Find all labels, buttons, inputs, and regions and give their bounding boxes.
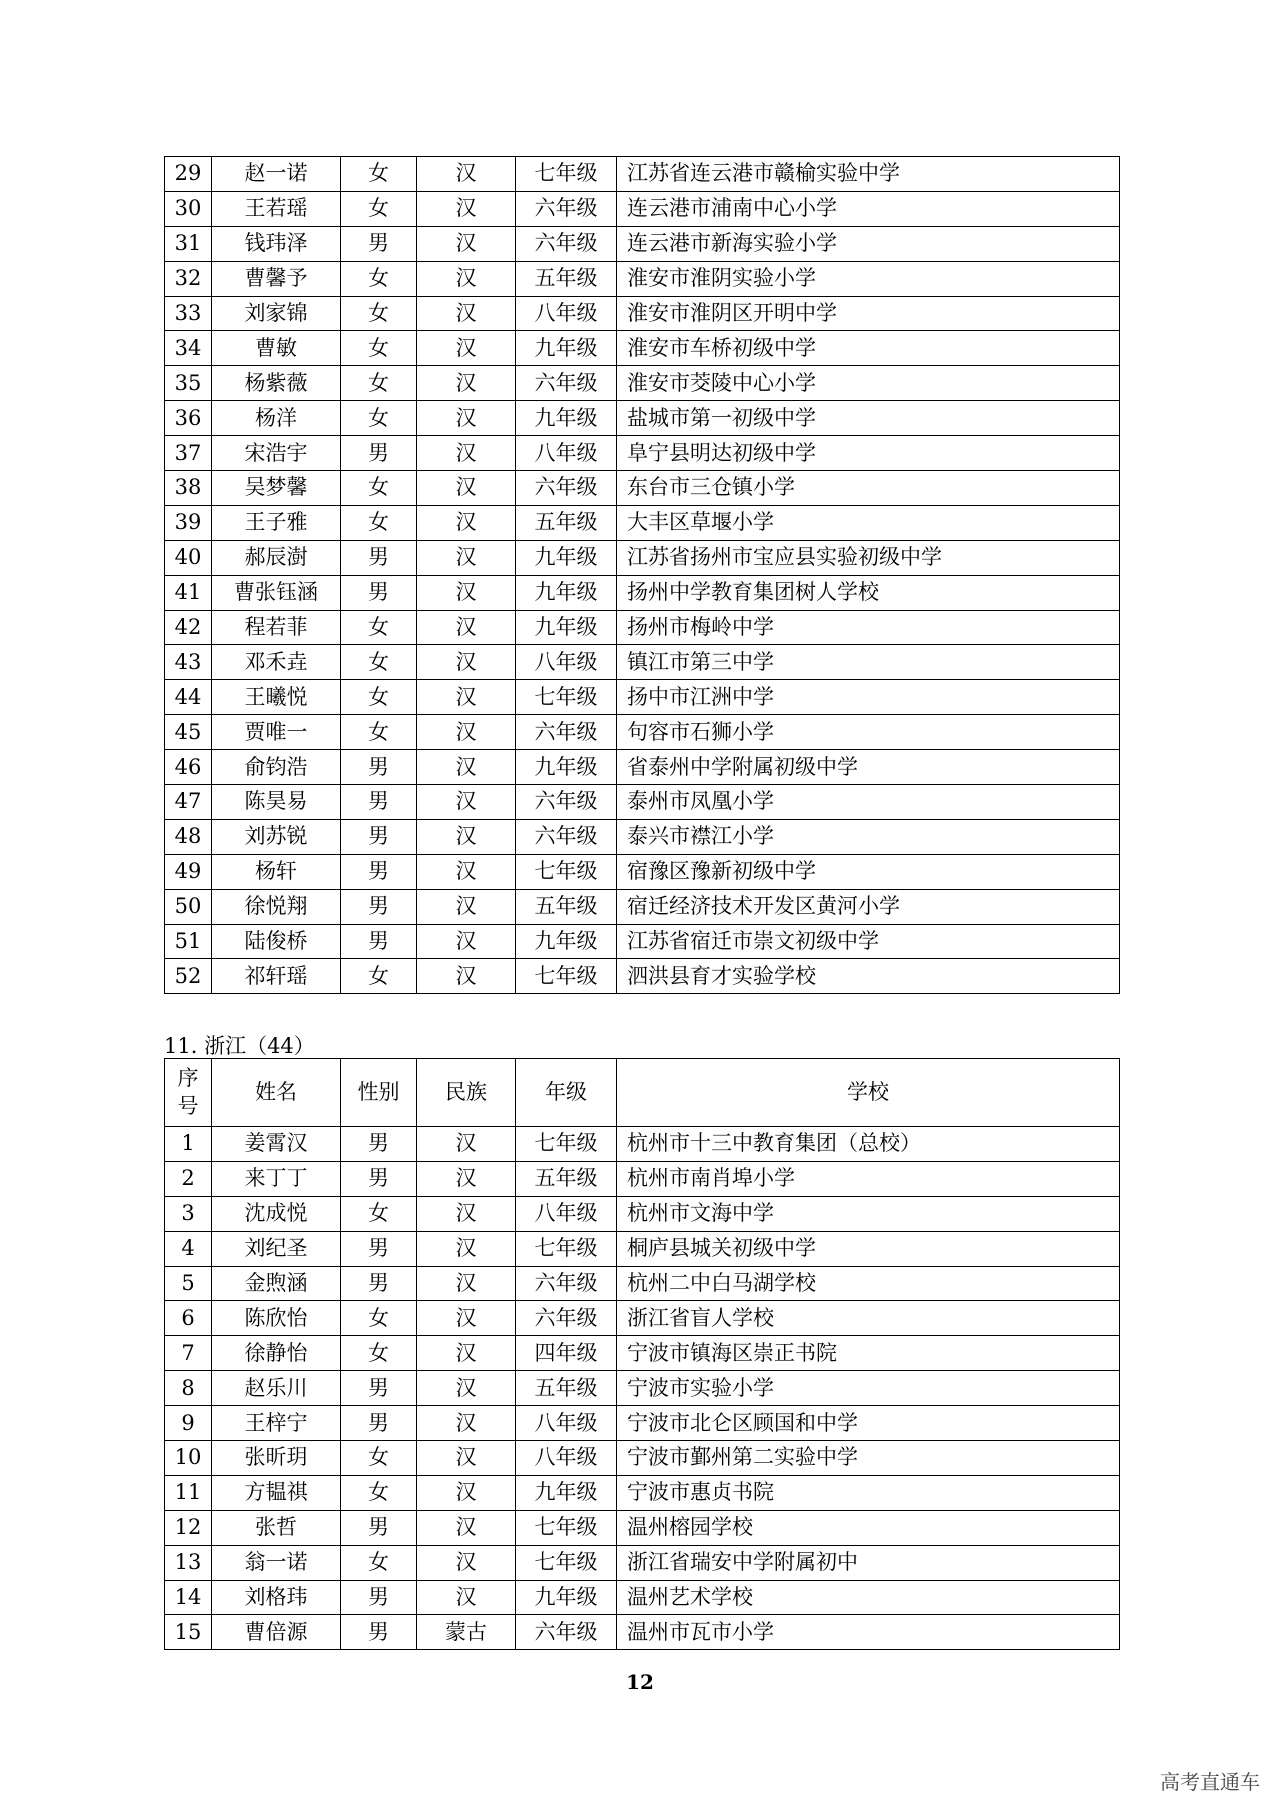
cell-gender: 女	[341, 959, 417, 994]
cell-grade: 六年级	[516, 1301, 617, 1336]
cell-index: 36	[165, 401, 212, 436]
cell-school: 温州市瓦市小学	[617, 1615, 1120, 1650]
cell-index: 9	[165, 1406, 212, 1441]
table-row	[165, 1336, 1120, 1371]
cell-gender: 男	[341, 1127, 417, 1162]
cell-school: 扬中市江洲中学	[617, 680, 1120, 715]
cell-school: 宁波市北仑区顾国和中学	[617, 1406, 1120, 1441]
table-row	[165, 715, 1120, 750]
header-grade: 年级	[516, 1059, 617, 1127]
cell-index: 37	[165, 436, 212, 471]
cell-grade: 四年级	[516, 1336, 617, 1371]
cell-school: 东台市三仓镇小学	[617, 471, 1120, 506]
cell-index: 8	[165, 1371, 212, 1406]
cell-gender: 女	[341, 296, 417, 331]
cell-name: 来丁丁	[212, 1161, 341, 1196]
cell-gender: 女	[341, 1196, 417, 1231]
cell-gender: 男	[341, 1266, 417, 1301]
cell-index: 12	[165, 1510, 212, 1545]
cell-school: 阜宁县明达初级中学	[617, 436, 1120, 471]
table-row	[165, 1196, 1120, 1231]
cell-ethnicity: 汉	[417, 505, 516, 540]
cell-gender: 女	[341, 680, 417, 715]
table-row	[165, 819, 1120, 854]
cell-grade: 五年级	[516, 889, 617, 924]
cell-ethnicity: 汉	[417, 819, 516, 854]
cell-gender: 女	[341, 715, 417, 750]
cell-name: 曹张钰涵	[212, 575, 341, 610]
cell-ethnicity: 汉	[417, 1127, 516, 1162]
cell-school: 宁波市镇海区崇正书院	[617, 1336, 1120, 1371]
cell-index: 14	[165, 1580, 212, 1615]
cell-gender: 女	[341, 645, 417, 680]
cell-gender: 女	[341, 1441, 417, 1476]
cell-grade: 七年级	[516, 854, 617, 889]
cell-grade: 九年级	[516, 924, 617, 959]
cell-school: 浙江省盲人学校	[617, 1301, 1120, 1336]
cell-ethnicity: 汉	[417, 1371, 516, 1406]
cell-name: 刘格玮	[212, 1580, 341, 1615]
table-row	[165, 1161, 1120, 1196]
cell-gender: 男	[341, 1231, 417, 1266]
cell-name: 贾唯一	[212, 715, 341, 750]
cell-index: 7	[165, 1336, 212, 1371]
cell-ethnicity: 汉	[417, 331, 516, 366]
cell-index: 41	[165, 575, 212, 610]
cell-name: 程若菲	[212, 610, 341, 645]
table-row	[165, 1266, 1120, 1301]
cell-grade: 七年级	[516, 1510, 617, 1545]
cell-index: 15	[165, 1615, 212, 1650]
cell-grade: 八年级	[516, 1406, 617, 1441]
cell-school: 泰兴市襟江小学	[617, 819, 1120, 854]
cell-index: 46	[165, 750, 212, 785]
cell-gender: 男	[341, 819, 417, 854]
cell-index: 13	[165, 1545, 212, 1580]
header-gender: 性别	[341, 1059, 417, 1127]
cell-name: 徐悦翔	[212, 889, 341, 924]
cell-ethnicity: 汉	[417, 1580, 516, 1615]
cell-index: 11	[165, 1475, 212, 1510]
cell-name: 邓禾垚	[212, 645, 341, 680]
cell-gender: 男	[341, 540, 417, 575]
cell-index: 5	[165, 1266, 212, 1301]
cell-index: 31	[165, 226, 212, 261]
cell-name: 赵一诺	[212, 157, 341, 192]
cell-name: 王梓宁	[212, 1406, 341, 1441]
table-row	[165, 157, 1120, 192]
cell-gender: 男	[341, 1371, 417, 1406]
table-row	[165, 924, 1120, 959]
cell-gender: 女	[341, 1336, 417, 1371]
cell-ethnicity: 汉	[417, 436, 516, 471]
cell-school: 句容市石狮小学	[617, 715, 1120, 750]
cell-school: 宁波市惠贞书院	[617, 1475, 1120, 1510]
table-row	[165, 1127, 1120, 1162]
cell-gender: 女	[341, 191, 417, 226]
cell-school: 杭州市十三中教育集团（总校）	[617, 1127, 1120, 1162]
cell-gender: 男	[341, 1161, 417, 1196]
cell-ethnicity: 汉	[417, 645, 516, 680]
cell-school: 扬州中学教育集团树人学校	[617, 575, 1120, 610]
table-row	[165, 366, 1120, 401]
cell-school: 镇江市第三中学	[617, 645, 1120, 680]
cell-grade: 六年级	[516, 1266, 617, 1301]
cell-gender: 男	[341, 854, 417, 889]
cell-ethnicity: 汉	[417, 191, 516, 226]
cell-ethnicity: 汉	[417, 610, 516, 645]
table-row	[165, 296, 1120, 331]
cell-school: 泰州市凤凰小学	[617, 785, 1120, 820]
cell-gender: 女	[341, 157, 417, 192]
cell-ethnicity: 汉	[417, 1441, 516, 1476]
table-row	[165, 680, 1120, 715]
cell-grade: 八年级	[516, 645, 617, 680]
cell-gender: 女	[341, 366, 417, 401]
cell-gender: 女	[341, 471, 417, 506]
header-ethnicity: 民族	[417, 1059, 516, 1127]
cell-name: 王曦悦	[212, 680, 341, 715]
cell-index: 6	[165, 1301, 212, 1336]
cell-gender: 女	[341, 1301, 417, 1336]
cell-gender: 男	[341, 750, 417, 785]
cell-name: 曹敏	[212, 331, 341, 366]
cell-gender: 男	[341, 1580, 417, 1615]
cell-name: 方韫祺	[212, 1475, 341, 1510]
cell-gender: 女	[341, 331, 417, 366]
cell-name: 金煦涵	[212, 1266, 341, 1301]
cell-name: 王子雅	[212, 505, 341, 540]
cell-grade: 五年级	[516, 505, 617, 540]
cell-gender: 女	[341, 610, 417, 645]
cell-school: 宁波市鄞州第二实验中学	[617, 1441, 1120, 1476]
cell-index: 3	[165, 1196, 212, 1231]
cell-name: 姜霄汉	[212, 1127, 341, 1162]
cell-grade: 七年级	[516, 1127, 617, 1162]
cell-grade: 六年级	[516, 366, 617, 401]
cell-ethnicity: 汉	[417, 785, 516, 820]
cell-gender: 男	[341, 226, 417, 261]
cell-name: 杨紫薇	[212, 366, 341, 401]
cell-index: 49	[165, 854, 212, 889]
cell-gender: 男	[341, 1406, 417, 1441]
section-title-zhejiang: 11. 浙江（44）	[164, 1034, 315, 1058]
table-row	[165, 1580, 1120, 1615]
cell-gender: 女	[341, 505, 417, 540]
cell-name: 张昕玥	[212, 1441, 341, 1476]
cell-school: 淮安市茭陵中心小学	[617, 366, 1120, 401]
cell-ethnicity: 汉	[417, 1266, 516, 1301]
cell-grade: 七年级	[516, 680, 617, 715]
cell-ethnicity: 汉	[417, 1510, 516, 1545]
cell-name: 俞钧浩	[212, 750, 341, 785]
cell-grade: 九年级	[516, 575, 617, 610]
cell-gender: 女	[341, 261, 417, 296]
cell-name: 徐静怡	[212, 1336, 341, 1371]
table-header-row	[165, 1059, 1120, 1127]
cell-name: 杨轩	[212, 854, 341, 889]
table-row	[165, 889, 1120, 924]
cell-ethnicity: 汉	[417, 1196, 516, 1231]
cell-index: 39	[165, 505, 212, 540]
cell-school: 江苏省宿迁市崇文初级中学	[617, 924, 1120, 959]
cell-grade: 六年级	[516, 715, 617, 750]
cell-grade: 六年级	[516, 471, 617, 506]
cell-ethnicity: 蒙古	[417, 1615, 516, 1650]
cell-grade: 九年级	[516, 1475, 617, 1510]
cell-grade: 五年级	[516, 1371, 617, 1406]
table-row	[165, 785, 1120, 820]
table-row	[165, 959, 1120, 994]
cell-ethnicity: 汉	[417, 1301, 516, 1336]
cell-grade: 六年级	[516, 191, 617, 226]
table-row	[165, 471, 1120, 506]
cell-school: 浙江省瑞安中学附属初中	[617, 1545, 1120, 1580]
cell-ethnicity: 汉	[417, 296, 516, 331]
cell-grade: 五年级	[516, 1161, 617, 1196]
cell-gender: 女	[341, 1545, 417, 1580]
cell-grade: 九年级	[516, 401, 617, 436]
header-index: 序号	[165, 1059, 212, 1127]
cell-school: 扬州市梅岭中学	[617, 610, 1120, 645]
header-name: 姓名	[212, 1059, 341, 1127]
cell-school: 淮安市淮阴实验小学	[617, 261, 1120, 296]
cell-index: 29	[165, 157, 212, 192]
cell-name: 陈昊易	[212, 785, 341, 820]
cell-ethnicity: 汉	[417, 1161, 516, 1196]
student-table-zhejiang	[164, 1058, 1120, 1650]
cell-school: 省泰州中学附属初级中学	[617, 750, 1120, 785]
cell-name: 陆俊桥	[212, 924, 341, 959]
cell-grade: 七年级	[516, 959, 617, 994]
table-row	[165, 1615, 1120, 1650]
cell-ethnicity: 汉	[417, 750, 516, 785]
cell-school: 温州榕园学校	[617, 1510, 1120, 1545]
cell-gender: 女	[341, 1475, 417, 1510]
cell-index: 48	[165, 819, 212, 854]
cell-ethnicity: 汉	[417, 924, 516, 959]
cell-school: 杭州市文海中学	[617, 1196, 1120, 1231]
cell-school: 江苏省扬州市宝应县实验初级中学	[617, 540, 1120, 575]
cell-grade: 七年级	[516, 1231, 617, 1266]
cell-name: 曹倍源	[212, 1615, 341, 1650]
cell-name: 翁一诺	[212, 1545, 341, 1580]
table-row	[165, 610, 1120, 645]
cell-gender: 男	[341, 889, 417, 924]
cell-gender: 男	[341, 1615, 417, 1650]
table-row	[165, 575, 1120, 610]
student-table-jiangsu	[164, 156, 1120, 994]
cell-school: 淮安市车桥初级中学	[617, 331, 1120, 366]
cell-grade: 九年级	[516, 1580, 617, 1615]
table-row	[165, 645, 1120, 680]
cell-name: 吴梦馨	[212, 471, 341, 506]
cell-grade: 九年级	[516, 610, 617, 645]
table-row	[165, 540, 1120, 575]
cell-school: 大丰区草堰小学	[617, 505, 1120, 540]
table-row	[165, 1545, 1120, 1580]
cell-index: 47	[165, 785, 212, 820]
page-number: 12	[626, 1670, 654, 1694]
table-row	[165, 1475, 1120, 1510]
table-row	[165, 1510, 1120, 1545]
cell-ethnicity: 汉	[417, 471, 516, 506]
cell-index: 40	[165, 540, 212, 575]
table-row	[165, 436, 1120, 471]
cell-index: 38	[165, 471, 212, 506]
cell-school: 江苏省连云港市赣榆实验中学	[617, 157, 1120, 192]
cell-grade: 九年级	[516, 540, 617, 575]
cell-index: 44	[165, 680, 212, 715]
cell-ethnicity: 汉	[417, 1475, 516, 1510]
cell-grade: 八年级	[516, 296, 617, 331]
cell-gender: 男	[341, 924, 417, 959]
table-row	[165, 750, 1120, 785]
cell-grade: 六年级	[516, 226, 617, 261]
cell-school: 杭州二中白马湖学校	[617, 1266, 1120, 1301]
cell-grade: 六年级	[516, 819, 617, 854]
cell-name: 陈欣怡	[212, 1301, 341, 1336]
cell-ethnicity: 汉	[417, 366, 516, 401]
cell-ethnicity: 汉	[417, 1231, 516, 1266]
cell-index: 52	[165, 959, 212, 994]
cell-ethnicity: 汉	[417, 889, 516, 924]
header-school: 学校	[617, 1059, 1120, 1127]
cell-index: 30	[165, 191, 212, 226]
table-row	[165, 191, 1120, 226]
cell-name: 刘苏锐	[212, 819, 341, 854]
cell-name: 杨洋	[212, 401, 341, 436]
cell-grade: 八年级	[516, 1441, 617, 1476]
cell-grade: 七年级	[516, 1545, 617, 1580]
cell-name: 赵乐川	[212, 1371, 341, 1406]
cell-index: 51	[165, 924, 212, 959]
cell-index: 33	[165, 296, 212, 331]
cell-ethnicity: 汉	[417, 226, 516, 261]
cell-school: 温州艺术学校	[617, 1580, 1120, 1615]
cell-gender: 男	[341, 1510, 417, 1545]
cell-index: 2	[165, 1161, 212, 1196]
cell-school: 泗洪县育才实验学校	[617, 959, 1120, 994]
cell-name: 祁轩瑶	[212, 959, 341, 994]
cell-school: 连云港市浦南中心小学	[617, 191, 1120, 226]
cell-gender: 男	[341, 436, 417, 471]
table-row	[165, 1371, 1120, 1406]
cell-ethnicity: 汉	[417, 959, 516, 994]
table-row	[165, 401, 1120, 436]
cell-grade: 九年级	[516, 331, 617, 366]
cell-school: 淮安市淮阴区开明中学	[617, 296, 1120, 331]
table-row	[165, 1441, 1120, 1476]
table-row	[165, 1406, 1120, 1441]
cell-index: 42	[165, 610, 212, 645]
cell-grade: 八年级	[516, 1196, 617, 1231]
cell-name: 钱玮泽	[212, 226, 341, 261]
cell-name: 王若瑶	[212, 191, 341, 226]
cell-grade: 七年级	[516, 157, 617, 192]
cell-index: 4	[165, 1231, 212, 1266]
cell-ethnicity: 汉	[417, 1406, 516, 1441]
cell-ethnicity: 汉	[417, 157, 516, 192]
cell-index: 45	[165, 715, 212, 750]
cell-ethnicity: 汉	[417, 680, 516, 715]
cell-name: 沈成悦	[212, 1196, 341, 1231]
cell-school: 宿豫区豫新初级中学	[617, 854, 1120, 889]
cell-index: 32	[165, 261, 212, 296]
cell-school: 连云港市新海实验小学	[617, 226, 1120, 261]
table-row	[165, 331, 1120, 366]
cell-index: 35	[165, 366, 212, 401]
cell-ethnicity: 汉	[417, 715, 516, 750]
cell-grade: 六年级	[516, 785, 617, 820]
cell-grade: 八年级	[516, 436, 617, 471]
cell-school: 盐城市第一初级中学	[617, 401, 1120, 436]
cell-gender: 女	[341, 401, 417, 436]
cell-school: 桐庐县城关初级中学	[617, 1231, 1120, 1266]
cell-name: 张哲	[212, 1510, 341, 1545]
cell-ethnicity: 汉	[417, 540, 516, 575]
table-row	[165, 505, 1120, 540]
cell-ethnicity: 汉	[417, 1545, 516, 1580]
cell-name: 刘家锦	[212, 296, 341, 331]
cell-gender: 男	[341, 575, 417, 610]
cell-name: 宋浩宇	[212, 436, 341, 471]
cell-index: 43	[165, 645, 212, 680]
cell-ethnicity: 汉	[417, 575, 516, 610]
cell-ethnicity: 汉	[417, 1336, 516, 1371]
table-row	[165, 226, 1120, 261]
table-row	[165, 1301, 1120, 1336]
cell-name: 刘纪圣	[212, 1231, 341, 1266]
cell-school: 宿迁经济技术开发区黄河小学	[617, 889, 1120, 924]
cell-school: 杭州市南肖埠小学	[617, 1161, 1120, 1196]
cell-school: 宁波市实验小学	[617, 1371, 1120, 1406]
cell-ethnicity: 汉	[417, 401, 516, 436]
cell-index: 10	[165, 1441, 212, 1476]
cell-index: 34	[165, 331, 212, 366]
cell-name: 曹馨予	[212, 261, 341, 296]
cell-gender: 男	[341, 785, 417, 820]
cell-name: 郝辰澍	[212, 540, 341, 575]
watermark: 高考直通车	[1160, 1770, 1260, 1794]
cell-grade: 九年级	[516, 750, 617, 785]
cell-grade: 五年级	[516, 261, 617, 296]
cell-ethnicity: 汉	[417, 261, 516, 296]
cell-grade: 六年级	[516, 1615, 617, 1650]
cell-ethnicity: 汉	[417, 854, 516, 889]
cell-index: 50	[165, 889, 212, 924]
table-row	[165, 1231, 1120, 1266]
cell-index: 1	[165, 1127, 212, 1162]
table-row	[165, 261, 1120, 296]
table-row	[165, 854, 1120, 889]
